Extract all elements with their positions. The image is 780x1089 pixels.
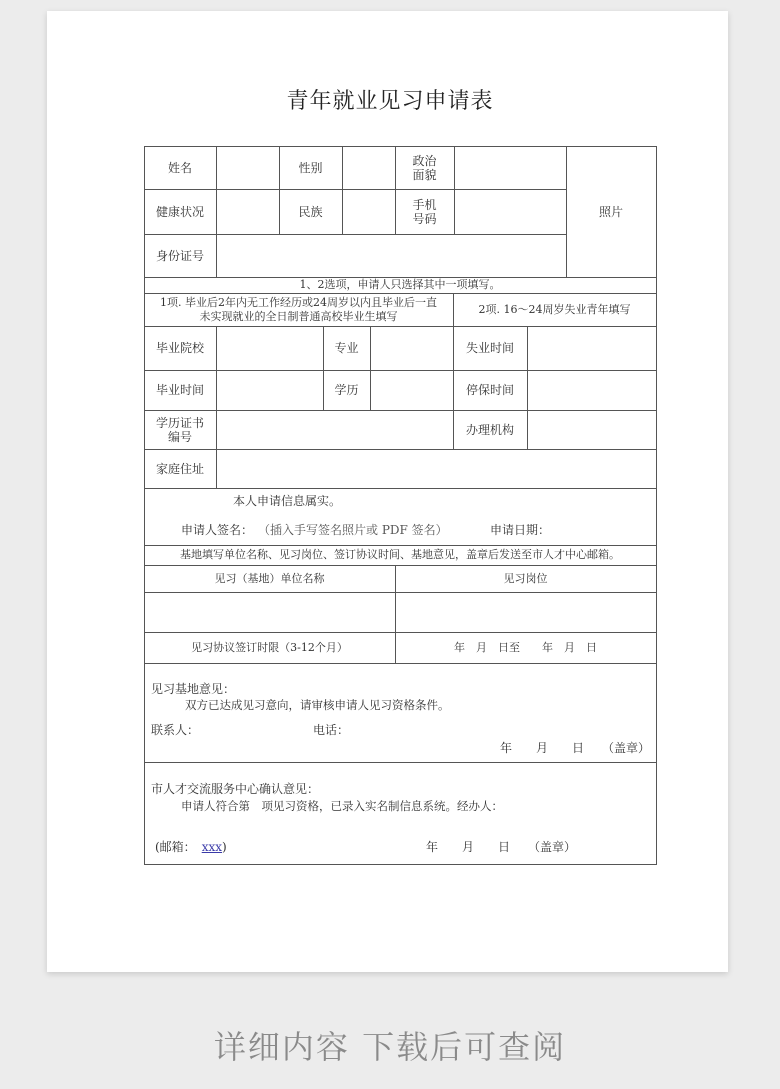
id-field[interactable] (216, 234, 566, 277)
agency-field[interactable] (527, 410, 656, 449)
option-1-line2: 未实现就业的全日制普通高校毕业生填写 (199, 309, 398, 323)
table-gridline (144, 488, 657, 489)
center-opinion-text: 申请人符合第 项见习资格，已录入实名制信息系统。经办人： (181, 799, 503, 813)
email-suffix: ) (222, 840, 227, 854)
table-gridline (144, 663, 657, 664)
name-label: 姓名 (167, 160, 192, 175)
political-label-line1: 政治 (412, 153, 437, 168)
unit-name-field[interactable] (144, 592, 395, 632)
position-label: 见习岗位 (503, 571, 548, 585)
base-opinion-title: 见习基地意见： (151, 682, 236, 696)
insurance-stop-label: 停保时间 (465, 383, 514, 397)
option-1-line1: 1项. 毕业后2年内无工作经历或24周岁以内且毕业后一直 (160, 295, 437, 309)
phone-label (395, 189, 454, 234)
degree-label: 学历 (334, 383, 359, 397)
phone-label-line2: 号码 (412, 211, 437, 226)
health-label: 健康状况 (155, 204, 204, 219)
unemployed-time-label: 失业时间 (465, 341, 514, 355)
signature-label: 申请人签名： (181, 523, 254, 537)
political-field[interactable] (454, 146, 566, 189)
cert-label-line1: 学历证书 (155, 415, 204, 430)
school-label: 毕业院校 (155, 341, 204, 355)
period-value[interactable]: 年 月 日至 年 月 日 (454, 640, 597, 654)
declaration-statement: 本人申请信息属实。 (233, 494, 342, 508)
insurance-stop-field[interactable] (527, 370, 656, 410)
period-label: 见习协议签订时限（3-12个月） (191, 640, 348, 654)
email-line (155, 838, 227, 855)
base-date-seal: 年 月 日 （盖章） (500, 741, 651, 755)
gender-label: 性别 (298, 160, 323, 175)
major-label: 专业 (334, 341, 359, 355)
unemployed-time-field[interactable] (527, 326, 656, 370)
gender-field[interactable] (342, 146, 395, 189)
contact-label: 联系人： (151, 723, 200, 737)
health-field[interactable] (216, 189, 279, 234)
major-field[interactable] (370, 326, 453, 370)
table-gridline (144, 864, 657, 865)
photo-placeholder[interactable]: 照片 (598, 204, 623, 219)
option-2: 2项. 16～24周岁失业青年填写 (478, 302, 631, 316)
phone-label-line1: 手机 (412, 197, 437, 212)
base-opinion-text: 双方已达成见习意向，请审核申请人见习资格条件。 (185, 698, 450, 712)
email-prefix: (邮箱： (155, 840, 196, 854)
center-date-seal: 年 月 日 （盖章） (426, 840, 577, 854)
grad-time-label: 毕业时间 (155, 383, 204, 397)
address-label: 家庭住址 (155, 461, 204, 476)
table-gridline (144, 762, 657, 763)
ethnicity-field[interactable] (342, 189, 395, 234)
option-note: 1、2选项，申请人只选择其中一项填写。 (299, 278, 501, 291)
center-opinion-title: 市人才交流服务中心确认意见： (151, 782, 320, 796)
document-title: 青年就业见习申请表 (286, 89, 494, 114)
degree-field[interactable] (370, 370, 453, 410)
ethnicity-label: 民族 (298, 204, 323, 219)
name-field[interactable] (216, 146, 279, 189)
unit-name-label: 见习（基地）单位名称 (214, 571, 325, 585)
agency-label: 办理机构 (465, 422, 514, 437)
address-field[interactable] (216, 449, 656, 488)
cert-field[interactable] (216, 410, 453, 449)
cert-label-line2: 编号 (167, 429, 192, 444)
table-gridline (656, 146, 657, 865)
id-label: 身份证号 (155, 248, 204, 263)
email-link[interactable]: xxx (201, 840, 222, 854)
signature-field[interactable]: （插入手写签名照片或 PDF 签名） (258, 523, 448, 537)
option-1 (144, 293, 453, 326)
political-label-line2: 面貌 (412, 167, 437, 182)
position-field[interactable] (395, 592, 656, 632)
grad-time-field[interactable] (216, 370, 323, 410)
footer-download-hint: 详细内容 下载后可查阅 (213, 1028, 567, 1066)
cert-label (144, 410, 216, 449)
school-field[interactable] (216, 326, 323, 370)
political-label (395, 146, 454, 189)
base-note: 基地填写单位名称、见习岗位、签订协议时间、基地意见，盖章后发送至市人才中心邮箱。 (180, 548, 620, 561)
phone-field[interactable] (454, 189, 566, 234)
application-date-label: 申请日期： (490, 523, 551, 537)
base-phone-label: 电话： (313, 723, 350, 737)
